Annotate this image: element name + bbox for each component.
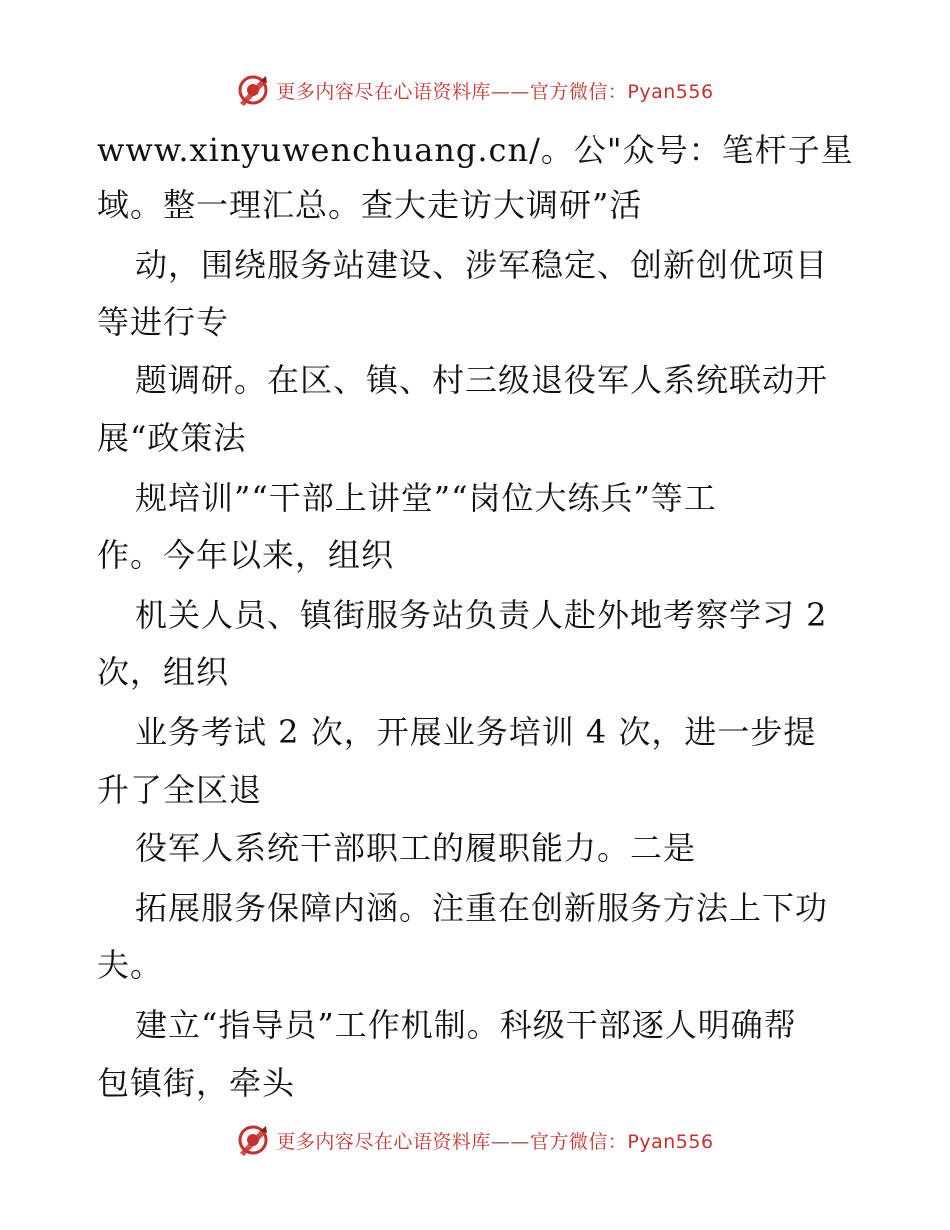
text-line: 包镇街，牵头 (97, 1064, 296, 1102)
text-line: 升了全区退 (97, 771, 263, 809)
text-line: 机关人员、镇街服务站负责人赴外地考察学习 2 (135, 596, 828, 634)
text-line: 题调研。在区、镇、村三级退役军人系统联动开 (135, 361, 829, 399)
footer-banner (0, 1120, 950, 1160)
text-line: 规培训”“干部上讲堂”“岗位大练兵”等工 (135, 479, 717, 517)
header-banner-content (236, 73, 713, 107)
text-line: 建立“指导员”工作机制。科级干部逐人明确帮 (135, 1006, 797, 1044)
text-line: 业务考试 2 次，开展业务培训 4 次，进一步提 (135, 713, 817, 751)
footer-banner-content (236, 1123, 713, 1157)
text-line: 夫。 (97, 946, 164, 984)
pen-logo-icon (236, 73, 270, 107)
text-line: www.xinyuwenchuang.cn/。公"众号：笔杆子星 (97, 131, 854, 169)
text-line: 等进行专 (97, 303, 230, 341)
text-line: 展“政策法 (97, 419, 247, 457)
text-line: 次，组织 (97, 653, 230, 691)
footer-banner-text: 更多内容尽在心语资料库——官方微信：Pyan556 (276, 1130, 714, 1153)
header-banner (0, 70, 950, 110)
pen-logo-icon (236, 1123, 270, 1157)
text-line: 作。今年以来，组织 (97, 536, 395, 574)
text-line: 拓展服务保障内涵。注重在创新服务方法上下功 (135, 889, 829, 927)
text-line: 域。整一理汇总。查大走访大调研”活 (97, 186, 643, 224)
header-banner-text: 更多内容尽在心语资料库——官方微信：Pyan556 (276, 80, 714, 103)
text-line: 动，围绕服务站建设、涉军稳定、创新创优项目 (135, 246, 829, 284)
text-line: 役军人系统干部职工的履职能力。二是 (135, 829, 697, 867)
